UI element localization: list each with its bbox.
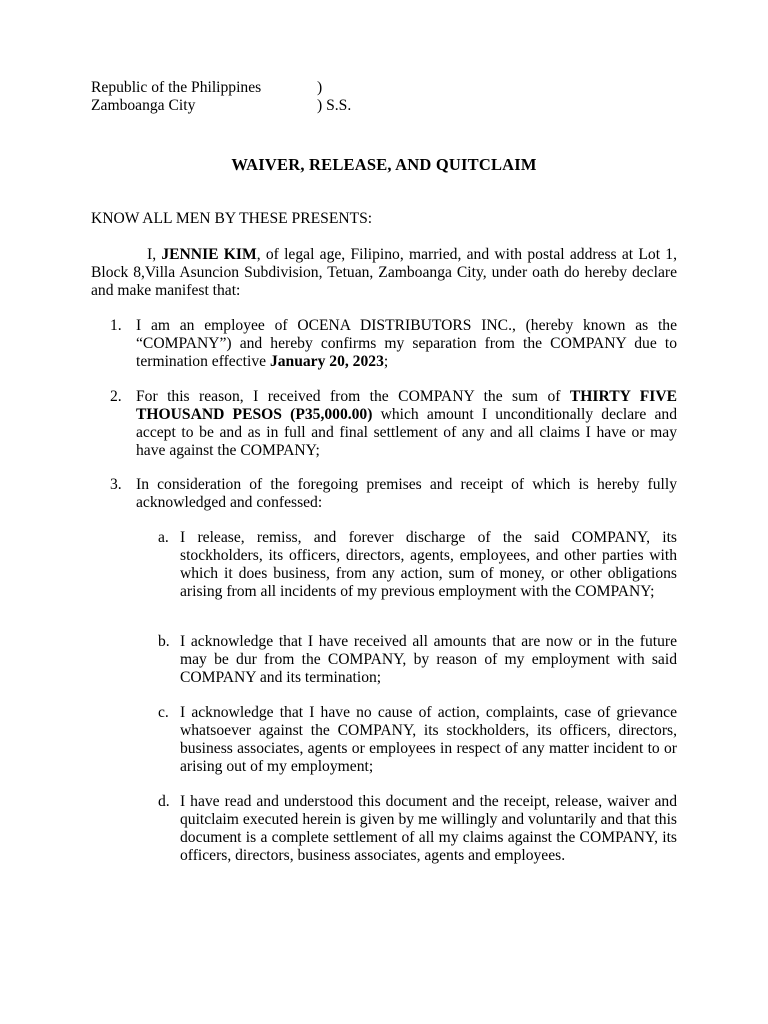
item-number: 1. [110,317,122,334]
item-letter: d. [158,793,170,810]
venue-ss: ) S.S. [317,97,352,114]
settlement-amount: THIRTY FIVE THOUSAND PESOS (P35,000.00) [136,388,677,423]
effective-date: January 20, 2023 [269,353,384,370]
item-number: 3. [110,476,122,493]
affiant-name: JENNIE KIM [161,246,257,263]
item-number: 2. [110,388,122,405]
item-letter: b. [158,633,170,650]
lettered-item [158,633,677,687]
item-letter: c. [158,704,169,721]
numbered-item [110,317,677,371]
item-text-part: ; [383,353,389,370]
venue-city: Zamboanga City [91,97,196,114]
numbered-item [110,388,677,460]
venue-block [91,79,351,115]
venue-line [91,79,351,97]
lettered-item [158,704,677,776]
sub-item-text: I acknowledge that I have received all amounts that are now or in the future may be dur from the COMPANY, by reason of my employment with said COMPANY and its termination; [180,633,677,686]
sub-item-text: I have read and understood this document and the receipt, release, waiver and quitclaim executed herein is given by me willingly and voluntarily and that this document is a complete settlement of all my claims against the COMPANY, its officers, directors, business associates, agents and employees. [180,793,677,864]
venue-bracket: ) [317,79,323,96]
lettered-item [158,529,677,601]
item-text-part: which amount I unconditionally declare and accept to be and as in full and final settlement of any and all claims I have or may have against the COMPANY; [136,406,677,459]
item-text [136,388,677,460]
item-text [136,317,677,371]
item-text-part: For this reason, I received from the COMPANY the sum of [136,388,570,405]
venue-line [91,97,351,115]
item-text-part: I am an employee of OCENA DISTRIBUTORS INC., (hereby known as the “COMPANY”) and hereby confirms my separation from the COMPANY due to termination effective [136,317,677,370]
item-letter: a. [158,529,169,546]
know-all-men-heading: KNOW ALL MEN BY THESE PRESENTS: [91,210,373,227]
intro-lead: I, [147,246,162,263]
intro-rest: , of legal age, Filipino, married, and with postal address at Lot 1, Block 8,Villa Asuncion Subdivision, Tetuan, Zamboanga City, under oath do hereby declare and make manifest that: [91,246,677,299]
document-title: WAIVER, RELEASE, AND QUITCLAIM [231,155,537,174]
sub-item-text: I acknowledge that I have no cause of action, complaints, case of grievance whatsoever against the COMPANY, its stockholders, its officers, directors, business associates, agents or employees in respect of any matter incident to or arising out of my employment; [180,704,677,775]
item-text: In consideration of the foregoing premises and receipt of which is hereby fully acknowledged and confessed: [136,476,677,511]
numbered-item [110,476,677,512]
intro-paragraph [91,246,677,300]
sub-item-text: I release, remiss, and forever discharge of the said COMPANY, its stockholders, its officers, directors, agents, employees, and other parties with which it does business, from any action, sum of money, or other obligations arising from all incidents of my previous employment with the COMPANY; [180,529,677,600]
lettered-item [158,793,677,865]
venue-country: Republic of the Philippines [91,79,262,96]
